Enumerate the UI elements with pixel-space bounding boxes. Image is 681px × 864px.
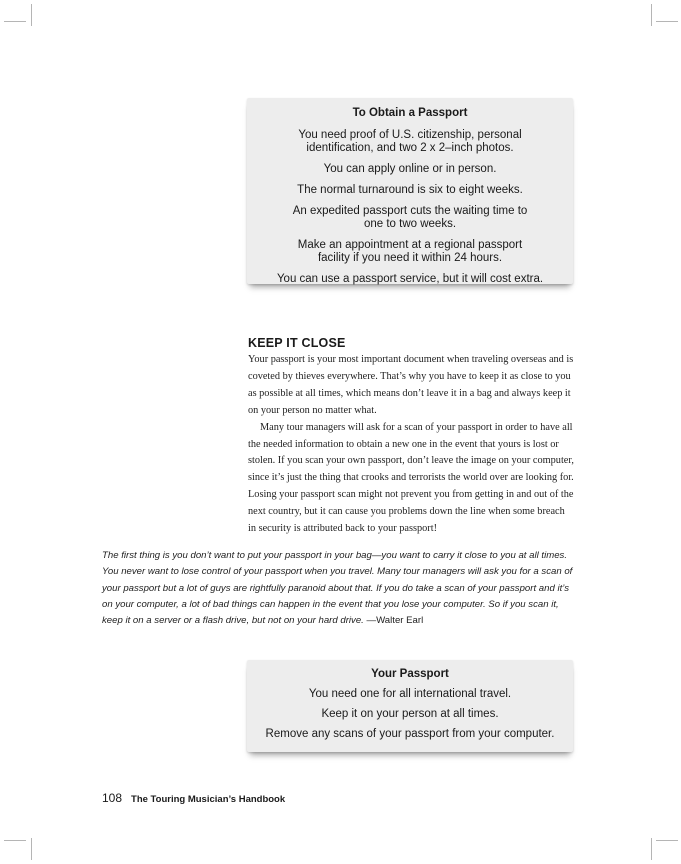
crop-mark: [651, 838, 652, 860]
paragraph: Many tour managers will ask for a scan of your passport in order to have all the needed information to obtain a new one in the event that yours is lost or stolen. If you scan your own passport, don’t leave the image on your computer, since it’s just the thing that crooks and terrorists the world over are looking for. Losing your passport scan might not prevent you from getting in and out of the next country, but it can cause you problems down the line when some breach in security is attributed back to your passport!: [248, 421, 574, 535]
crop-mark: [651, 4, 652, 26]
sidebar-item: An expedited passport cuts the waiting time to one to two weeks.: [292, 205, 528, 230]
crop-mark: [4, 21, 26, 22]
crop-mark: [31, 4, 32, 26]
body-text: [248, 352, 574, 538]
sidebar-title: Your Passport: [371, 668, 449, 680]
sidebar-item: The normal turnaround is six to eight weeks.: [297, 184, 523, 196]
quote-attribution: —Walter Earl: [366, 615, 424, 627]
sidebar-item: You need proof of U.S. citizenship, personal identification, and two 2 x 2–inch photos.: [298, 129, 522, 154]
sidebar-obtain-passport: [247, 98, 573, 284]
crop-mark: [656, 840, 678, 841]
quote-text: The first thing is you don’t want to put your passport in your bag—you want to carry it close to you at all times. You never want to lose control of your passport when you travel. Many tour managers will ask you for a scan of your passport but a lot of guys are rightfully paranoid about that. If you do take a scan of your passport and it’s on your computer, a lot of bad things can happen in the event that you lose your computer. So if you scan it, keep it on a server or a flash drive, but not on your hard drive.: [102, 550, 573, 627]
page-footer: [102, 791, 285, 805]
page-number: 108: [102, 791, 123, 805]
crop-mark: [656, 21, 678, 22]
sidebar-item: You can use a passport service, but it will cost extra.: [276, 273, 544, 285]
sidebar-title: To Obtain a Passport: [352, 107, 468, 119]
crop-mark: [4, 840, 26, 841]
sidebar-item: Remove any scans of your passport from your computer.: [265, 728, 555, 740]
sidebar-your-passport: [247, 660, 573, 752]
sidebar-item: You need one for all international travel.: [308, 688, 512, 700]
pull-quote: [102, 548, 580, 629]
sidebar-item: Make an appointment at a regional passport facility if you need it within 24 hours.: [297, 239, 523, 264]
section-heading: KEEP IT CLOSE: [248, 336, 346, 350]
paragraph: Your passport is your most important document when traveling overseas and is coveted by thieves everywhere. That’s why you have to keep it as close to you as possible at all times, which means don’t leave it in a bag and always keep it on your person no matter what.: [248, 354, 574, 416]
crop-mark: [31, 838, 32, 860]
book-title: The Touring Musician’s Handbook: [131, 794, 286, 805]
sidebar-item: Keep it on your person at all times.: [321, 708, 499, 720]
sidebar-item: You can apply online or in person.: [323, 163, 497, 175]
